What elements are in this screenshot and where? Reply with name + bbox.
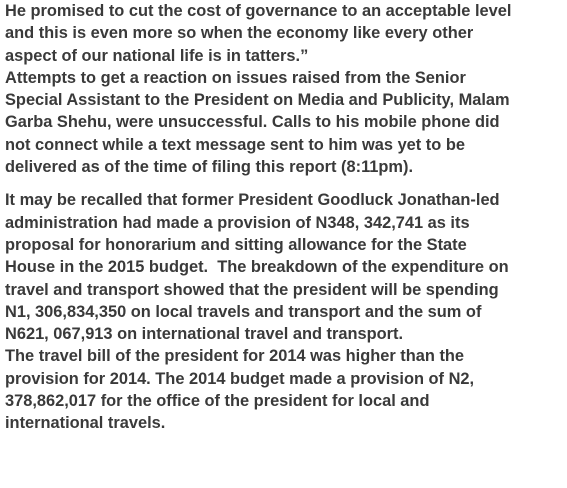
text-line: N621, 067,913 on international travel and transport. [5,325,404,344]
text-line: aspect of our national life is in tatters.” [5,46,309,65]
text-line: Attempts to get a reaction on issues raised from the Senior [5,68,466,87]
paragraph-spacer [5,178,565,189]
text-line: delivered as of the time of filing this report (8:11pm). [5,158,414,177]
text-line: Special Assistant to the President on Media and Publicity, Malam [5,91,510,110]
paragraph-block-1 [5,0,565,178]
text-line: international travels. [5,414,166,433]
text-line: It may be recalled that former President Goodluck Jonathan-led [5,191,500,210]
text-line: travel and transport showed that the president will be spending [5,280,499,299]
text-line: The travel bill of the president for 2014 was higher than the [5,347,465,366]
text-line: House in the 2015 budget. The breakdown of the expenditure on [5,258,509,277]
text-line: N1, 306,834,350 on local travels and transport and the sum of [5,302,482,321]
text-line: proposal for honorarium and sitting allowance for the State [5,235,467,254]
text-line: 378,862,017 for the office of the president for local and [5,392,430,411]
paragraph-block-2 [5,189,565,434]
article-body [5,0,565,435]
text-line: administration had made a provision of N348, 342,741 as its [5,213,470,232]
text-line: He promised to cut the cost of governance to an acceptable level [5,2,512,20]
text-line: not connect while a text message sent to him was yet to be [5,135,465,154]
text-line: Garba Shehu, were unsuccessful. Calls to his mobile phone did [5,113,500,132]
text-line: and this is even more so when the economy like every other [5,24,474,43]
text-line: provision for 2014. The 2014 budget made a provision of N2, [5,369,475,388]
